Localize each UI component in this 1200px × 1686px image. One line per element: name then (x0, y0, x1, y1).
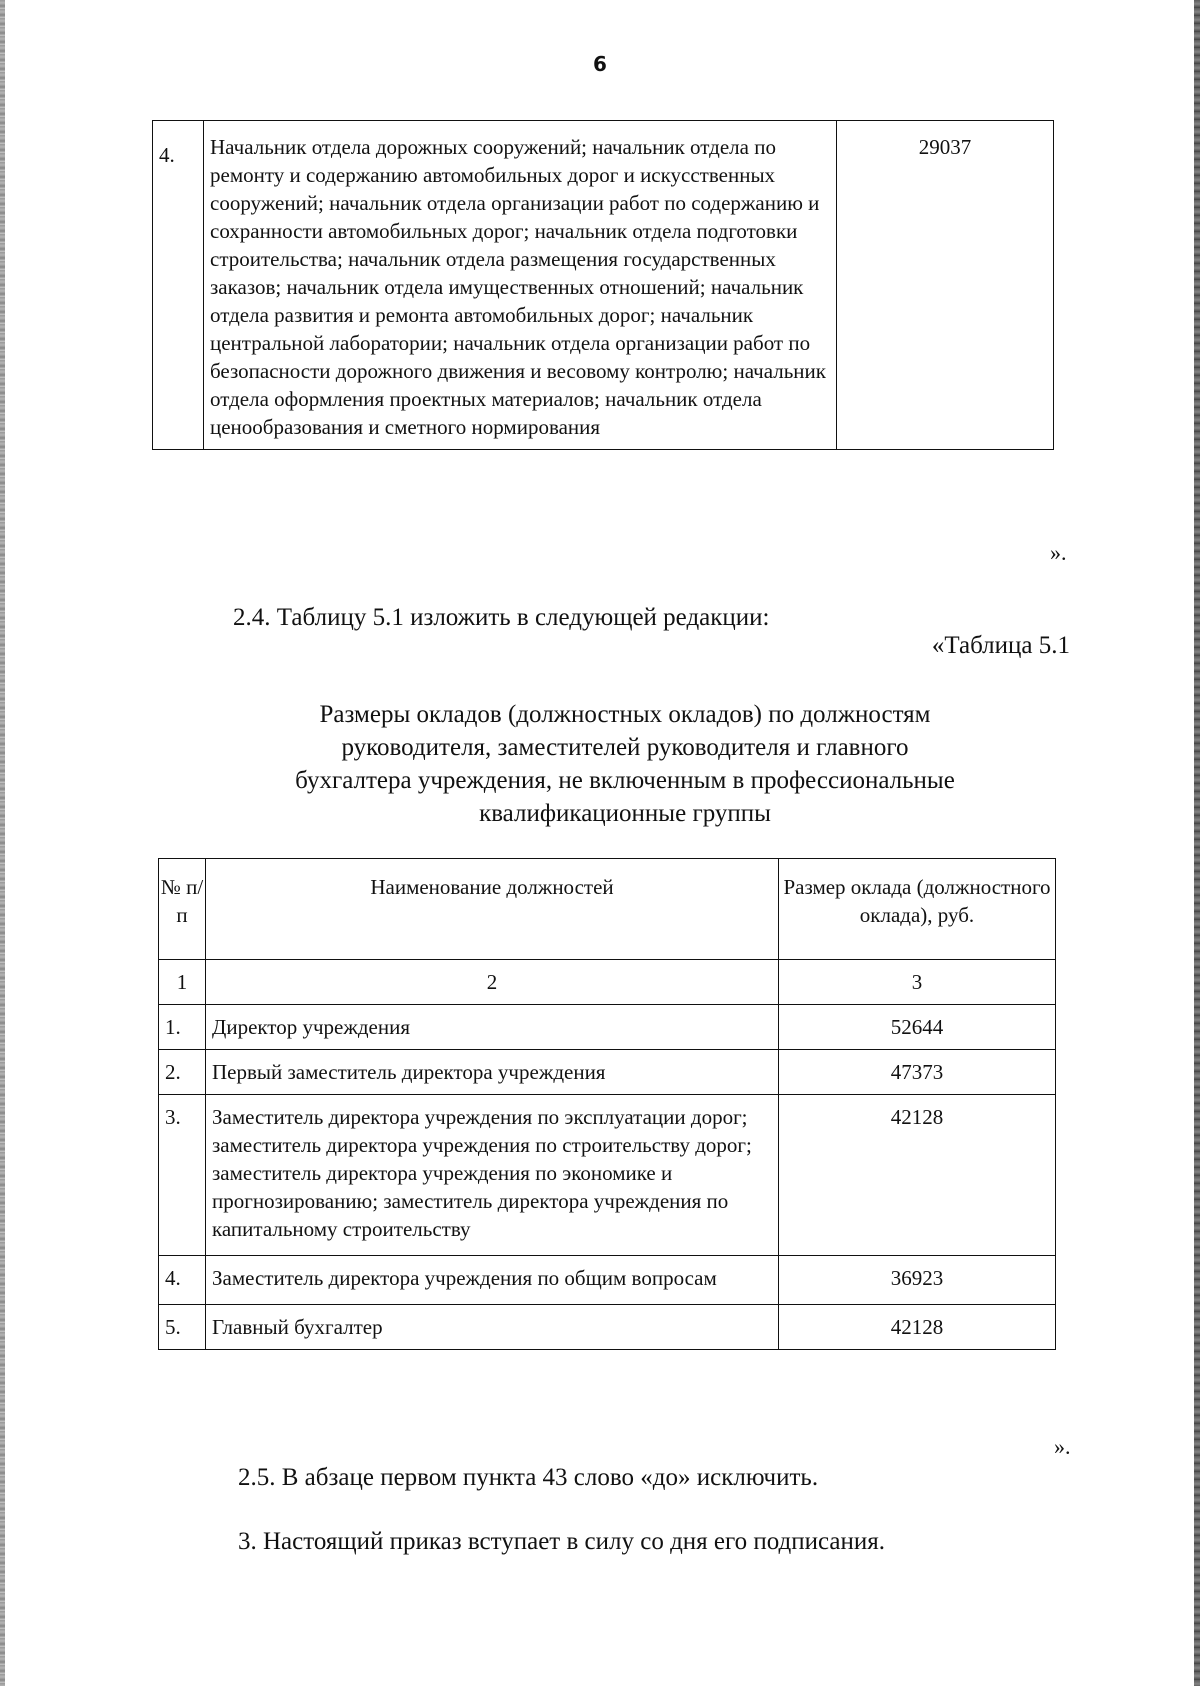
table-heading (230, 698, 1020, 830)
heading-line: квалификационные группы (479, 800, 771, 827)
row-number: 1. (159, 1005, 206, 1050)
position-name: Первый заместитель директора учреждения (206, 1050, 779, 1095)
scan-edge-left (0, 0, 5, 1686)
row-number: 5. (159, 1305, 206, 1350)
row-number: 2. (159, 1050, 206, 1095)
column-number-row (159, 960, 1056, 1005)
table-row (159, 1256, 1056, 1305)
salary-value: 47373 (779, 1050, 1056, 1095)
position-name: Заместитель директора учреждения по общим вопросам (206, 1256, 779, 1305)
paragraph-2-4: 2.4. Таблицу 5.1 изложить в следующей редакции: (233, 604, 770, 631)
table-header-row (159, 859, 1056, 960)
continued-table (152, 120, 1054, 450)
salary-value: 29037 (837, 121, 1054, 450)
table-row (159, 1050, 1056, 1095)
page-number: 6 (593, 52, 607, 76)
row-number: 4. (159, 1256, 206, 1305)
salary-value: 42128 (779, 1095, 1056, 1256)
header-salary: Размер оклада (должностного оклада), руб. (779, 859, 1056, 960)
position-name: Заместитель директора учреждения по эксплуатации дорог; заместитель директора учреждения по строительству дорог; заместитель директора учреждения по экономике и прогнозированию; заместитель директора учреждения по капитальному строительству (206, 1095, 779, 1256)
column-number: 1 (159, 960, 206, 1005)
table-row (153, 121, 1054, 450)
salary-value: 36923 (779, 1256, 1056, 1305)
position-name: Начальник отдела дорожных сооружений; начальник отдела по ремонту и содержанию автомобильных дорог и искусственных сооружений; начальник отдела организации работ по содержанию и сохранности автомобильных дорог; начальник отдела подготовки строительства; начальник отдела размещения государственных заказов; начальник отдела имущественных отношений; начальник отдела развития и ремонта автомобильных дорог; начальник центральной лаборатории; начальник отдела организации работ по безопасности дорожного движения и весовому контролю; начальник отдела оформления проектных материалов; начальник отдела ценообразования и сметного нормирования (204, 121, 837, 450)
row-number: 3. (159, 1095, 206, 1256)
heading-line: руководителя, заместителей руководителя и главного (341, 734, 909, 761)
header-name: Наименование должностей (206, 859, 779, 960)
salary-table (158, 858, 1056, 1350)
heading-line: Размеры окладов (должностных окладов) по должностям (319, 701, 931, 728)
column-number: 3 (779, 960, 1056, 1005)
scan-edge-right (1194, 0, 1200, 1686)
close-quote: ». (1050, 540, 1067, 565)
salary-value: 42128 (779, 1305, 1056, 1350)
paragraph-2-5: 2.5. В абзаце первом пункта 43 слово «до» исключить. (238, 1464, 819, 1491)
row-number: 4. (153, 121, 204, 450)
heading-line: бухгалтера учреждения, не включенным в профессиональные (295, 767, 955, 794)
table-row (159, 1005, 1056, 1050)
position-name: Главный бухгалтер (206, 1305, 779, 1350)
table-label: «Таблица 5.1 (931, 632, 1070, 659)
header-number: № п/п (159, 859, 206, 960)
close-quote: ». (1054, 1434, 1071, 1459)
paragraph-3: 3. Настоящий приказ вступает в силу со дня его подписания. (238, 1528, 886, 1555)
column-number: 2 (206, 960, 779, 1005)
table-row (159, 1095, 1056, 1256)
position-name: Директор учреждения (206, 1005, 779, 1050)
salary-value: 52644 (779, 1005, 1056, 1050)
table-row (159, 1305, 1056, 1350)
